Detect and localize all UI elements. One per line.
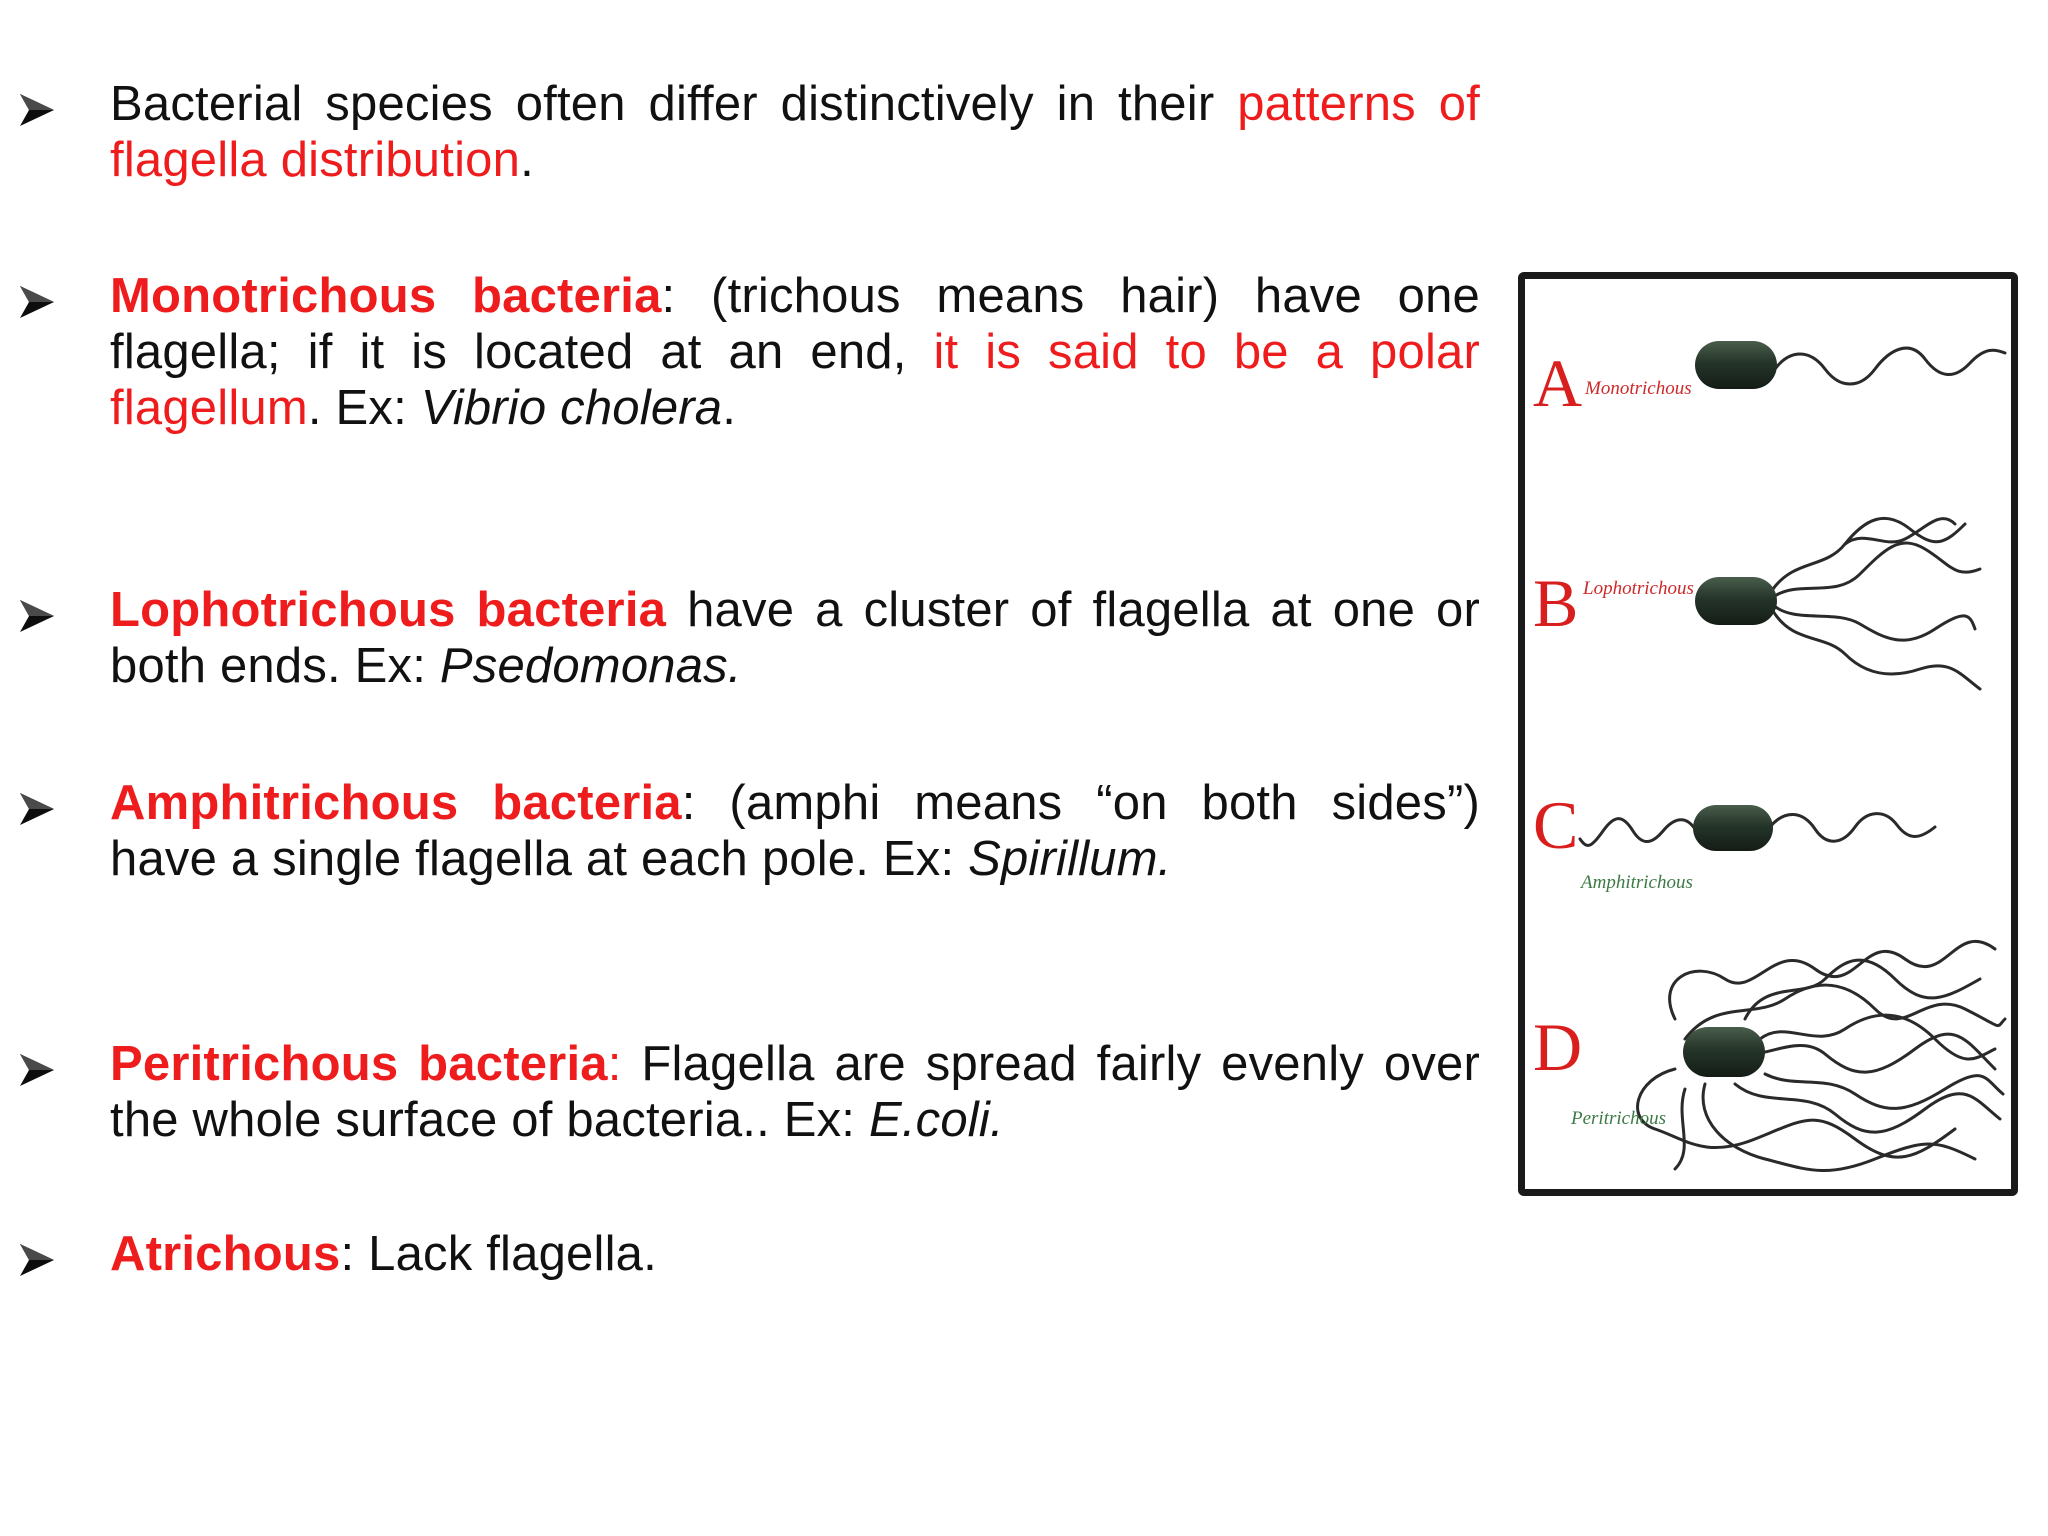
arrowhead-bullet-icon bbox=[18, 1050, 58, 1090]
bullet-segment: : (amphi means “on both sides”) have a single flagella at each pole. Ex: bbox=[110, 776, 1480, 886]
bacterium-body-d bbox=[1683, 1027, 1765, 1077]
bullet-text bbox=[110, 1226, 1480, 1282]
bullet-item-peritrichous bbox=[18, 1036, 1480, 1148]
bullet-segment: Amphitrichous bacteria bbox=[110, 776, 682, 830]
flagellum bbox=[1770, 814, 1935, 842]
bullet-segment: E.coli. bbox=[868, 1093, 1004, 1147]
bullet-segment: Peritrichous bacteria bbox=[110, 1037, 608, 1091]
bullet-text bbox=[110, 268, 1480, 436]
arrowhead-bullet-icon bbox=[18, 1240, 58, 1280]
flagella-diagram bbox=[1525, 279, 2011, 1189]
panel-letter-c: C bbox=[1533, 787, 1579, 863]
arrowhead-bullet-icon bbox=[18, 596, 58, 636]
bullet-item-atrichous bbox=[18, 1226, 1480, 1282]
flagellum bbox=[1773, 611, 1980, 689]
bacterium-body-a bbox=[1695, 341, 1777, 389]
bullet-segment: . bbox=[722, 381, 737, 435]
bacterium-body-b bbox=[1695, 577, 1777, 625]
bullet-text bbox=[110, 775, 1480, 887]
bullet-segment: Atrichous bbox=[110, 1227, 341, 1281]
panel-letter-b: B bbox=[1533, 565, 1579, 641]
bullet-segment: . bbox=[520, 133, 534, 187]
panel-caption-lophotrichous: Lophotrichous bbox=[1583, 578, 1694, 599]
bullet-text bbox=[110, 76, 1480, 188]
bullet-segment: Spirillum. bbox=[968, 832, 1172, 886]
flagellum bbox=[1580, 819, 1695, 846]
bullet-segment: : bbox=[607, 1037, 642, 1091]
flagellum bbox=[1775, 348, 2005, 384]
flagellum bbox=[1773, 518, 1965, 589]
bacterium-body-c bbox=[1693, 805, 1773, 851]
flagellum bbox=[1765, 1074, 2003, 1108]
bullet-segment: patterns of flagella distribution bbox=[110, 77, 1480, 187]
flagellum bbox=[1670, 941, 1995, 1019]
panel-caption-peritrichous: Peritrichous bbox=[1571, 1108, 1666, 1129]
flagellum bbox=[1675, 1089, 1685, 1169]
arrowhead-bullet-icon bbox=[18, 90, 58, 130]
flagellum bbox=[1773, 543, 1980, 597]
bullet-segment: . Ex: bbox=[307, 381, 421, 435]
flagella-arrangement-figure bbox=[1518, 272, 2018, 1196]
bullet-text bbox=[110, 1036, 1480, 1148]
bullet-segment: : (trichous means hair) have one flagella; if it is located at an end, bbox=[110, 269, 1480, 379]
flagellum bbox=[1735, 1084, 2000, 1132]
bullet-item-amphitrichous bbox=[18, 775, 1480, 887]
bullet-item-lophotrichous bbox=[18, 582, 1480, 694]
bullet-segment: Bacterial species often differ distinctively in their bbox=[110, 77, 1238, 131]
bullet-segment: Monotrichous bacteria bbox=[110, 269, 662, 323]
bullet-segment: Vibrio cholera bbox=[420, 381, 723, 435]
panel-caption-monotrichous: Monotrichous bbox=[1585, 378, 1692, 399]
bullet-segment: Psedomonas. bbox=[439, 639, 742, 693]
panel-caption-amphitrichous: Amphitrichous bbox=[1581, 872, 1693, 893]
bullet-text bbox=[110, 582, 1480, 694]
bullet-segment: Lophotrichous bacteria bbox=[110, 583, 667, 637]
bullet-segment: Flagella are spread fairly evenly over the whole surface of bacteria.. Ex: bbox=[110, 1037, 1480, 1147]
bullet-segment: have a cluster of flagella at one or both ends. Ex: bbox=[110, 583, 1481, 693]
bullet-item-flagella-patterns bbox=[18, 76, 1480, 188]
bullet-segment: : Lack flagella. bbox=[340, 1227, 657, 1281]
bullet-item-monotrichous bbox=[18, 268, 1480, 436]
arrowhead-bullet-icon bbox=[18, 282, 58, 322]
flagellum bbox=[1745, 960, 1980, 1019]
arrowhead-bullet-icon bbox=[18, 789, 58, 829]
panel-letter-a: A bbox=[1533, 345, 1583, 421]
bullet-segment: it is said to be a polar flagellum bbox=[110, 325, 1481, 435]
panel-letter-d: D bbox=[1533, 1009, 1583, 1085]
